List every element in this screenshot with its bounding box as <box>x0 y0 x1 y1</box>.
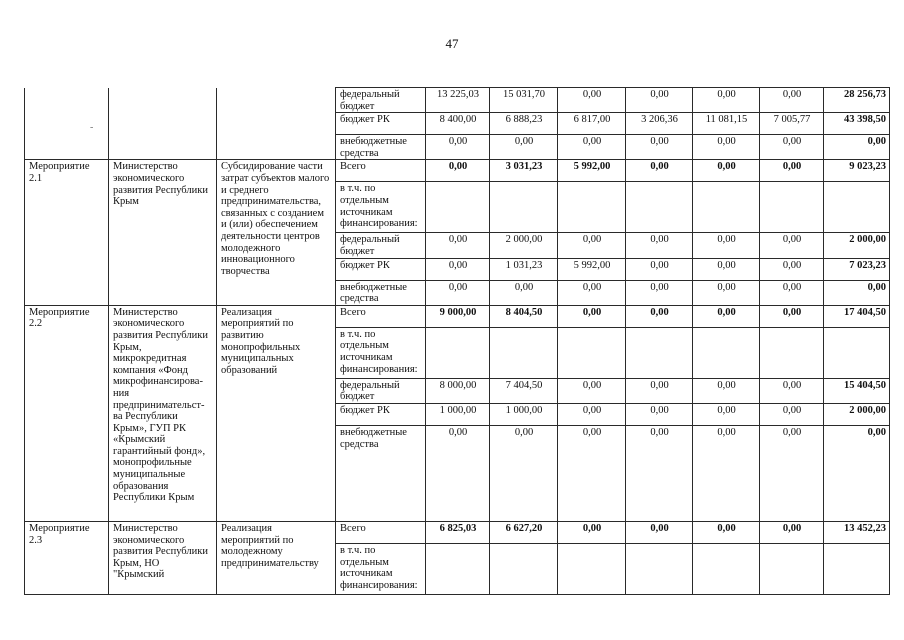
funding-source-cell: Всего <box>336 305 426 327</box>
total-value-cell: 0,00 <box>824 280 890 305</box>
measure-label-cell: Мероприятие 2.3 <box>25 521 109 594</box>
year-value-cell: 0,00 <box>760 233 824 258</box>
year-value-cell: 7 404,50 <box>490 378 558 403</box>
year-value-cell: 9 000,00 <box>426 305 490 327</box>
year-value-cell <box>760 327 824 378</box>
total-value-cell: 2 000,00 <box>824 233 890 258</box>
year-value-cell: 0,00 <box>626 305 693 327</box>
year-value-cell: 3 206,36 <box>626 113 693 135</box>
total-value-cell: 0,00 <box>824 425 890 521</box>
year-value-cell: 0,00 <box>626 280 693 305</box>
executor-cell: Министерство экономического развития Республики Крым, микрокредитная компания «Фонд микрофинансирова-ния предпринимательст-ва Республики Крым», ГУП РК «Крымский гарантийный фонд», монопрофильные муниципальные образования Республики Крым <box>109 305 217 521</box>
year-value-cell: 0,00 <box>426 160 490 182</box>
year-value-cell <box>693 182 760 233</box>
funding-source-cell: федеральный бюджет <box>336 233 426 258</box>
year-value-cell: 0,00 <box>490 425 558 521</box>
year-value-cell <box>693 327 760 378</box>
year-value-cell: 0,00 <box>626 160 693 182</box>
funding-source-cell: внебюджетные средства <box>336 425 426 521</box>
funding-table <box>24 87 890 595</box>
funding-source-cell: бюджет РК <box>336 258 426 280</box>
year-value-cell: 0,00 <box>426 425 490 521</box>
total-value-cell: 0,00 <box>824 135 890 160</box>
funding-source-cell: бюджет РК <box>336 403 426 425</box>
year-value-cell: 0,00 <box>693 305 760 327</box>
year-value-cell <box>490 182 558 233</box>
funding-source-cell: федеральный бюджет <box>336 378 426 403</box>
year-value-cell: 3 031,23 <box>490 160 558 182</box>
funding-source-cell: в т.ч. по отдельным источникам финансирования: <box>336 182 426 233</box>
year-value-cell: 0,00 <box>693 258 760 280</box>
total-value-cell <box>824 182 890 233</box>
scan-artifact: - <box>90 122 94 133</box>
year-value-cell: 0,00 <box>693 403 760 425</box>
funding-source-cell: бюджет РК <box>336 113 426 135</box>
year-value-cell: 0,00 <box>693 233 760 258</box>
executor-cell: Министерство экономического развития Республики Крым, НО "Крымский <box>109 521 217 594</box>
year-value-cell: 0,00 <box>626 403 693 425</box>
year-value-cell: 0,00 <box>426 280 490 305</box>
year-value-cell <box>558 327 626 378</box>
year-value-cell: 0,00 <box>693 521 760 543</box>
funding-source-cell: Всего <box>336 160 426 182</box>
total-value-cell: 7 023,23 <box>824 258 890 280</box>
funding-source-cell: внебюджетные средства <box>336 280 426 305</box>
funding-source-cell: Всего <box>336 521 426 543</box>
total-value-cell: 28 256,73 <box>824 88 890 113</box>
year-value-cell <box>426 327 490 378</box>
year-value-cell: 7 005,77 <box>760 113 824 135</box>
year-value-cell: 6 627,20 <box>490 521 558 543</box>
year-value-cell: 0,00 <box>760 160 824 182</box>
year-value-cell: 11 081,15 <box>693 113 760 135</box>
table-row <box>25 521 890 543</box>
year-value-cell <box>426 543 490 594</box>
year-value-cell: 0,00 <box>760 280 824 305</box>
year-value-cell: 0,00 <box>558 305 626 327</box>
year-value-cell: 0,00 <box>426 233 490 258</box>
year-value-cell: 0,00 <box>426 135 490 160</box>
year-value-cell: 0,00 <box>558 378 626 403</box>
year-value-cell: 0,00 <box>693 135 760 160</box>
year-value-cell: 0,00 <box>558 233 626 258</box>
year-value-cell: 5 992,00 <box>558 258 626 280</box>
year-value-cell: 8 000,00 <box>426 378 490 403</box>
funding-source-cell: федеральный бюджет <box>336 88 426 113</box>
year-value-cell: 6 825,03 <box>426 521 490 543</box>
year-value-cell: 0,00 <box>558 425 626 521</box>
total-value-cell: 15 404,50 <box>824 378 890 403</box>
year-value-cell <box>558 543 626 594</box>
year-value-cell <box>760 543 824 594</box>
year-value-cell: 13 225,03 <box>426 88 490 113</box>
measure-label-cell: Мероприятие 2.2 <box>25 305 109 521</box>
year-value-cell: 0,00 <box>760 425 824 521</box>
total-value-cell: 17 404,50 <box>824 305 890 327</box>
year-value-cell <box>760 182 824 233</box>
year-value-cell: 0,00 <box>426 258 490 280</box>
year-value-cell: 6 817,00 <box>558 113 626 135</box>
year-value-cell: 0,00 <box>760 521 824 543</box>
year-value-cell <box>626 327 693 378</box>
year-value-cell: 0,00 <box>760 403 824 425</box>
total-value-cell: 2 000,00 <box>824 403 890 425</box>
year-value-cell: 0,00 <box>626 233 693 258</box>
table-row <box>25 160 890 182</box>
total-value-cell: 9 023,23 <box>824 160 890 182</box>
description-cell <box>217 88 336 160</box>
year-value-cell <box>626 543 693 594</box>
year-value-cell: 6 888,23 <box>490 113 558 135</box>
total-value-cell <box>824 327 890 378</box>
year-value-cell: 8 404,50 <box>490 305 558 327</box>
year-value-cell: 0,00 <box>626 378 693 403</box>
year-value-cell: 5 992,00 <box>558 160 626 182</box>
total-value-cell: 13 452,23 <box>824 521 890 543</box>
description-cell: Реализация мероприятий по развитию монопрофильных муниципальных образований <box>217 305 336 521</box>
year-value-cell: 0,00 <box>760 135 824 160</box>
year-value-cell <box>558 182 626 233</box>
year-value-cell <box>626 182 693 233</box>
year-value-cell: 0,00 <box>760 88 824 113</box>
description-cell: Субсидирование части затрат субъектов малого и среднего предпринимательства, связанных с созданием и (или) обеспечением деятельности центров молодежного инновационного творчества <box>217 160 336 305</box>
year-value-cell: 15 031,70 <box>490 88 558 113</box>
table-row <box>25 88 890 113</box>
total-value-cell <box>824 543 890 594</box>
year-value-cell: 0,00 <box>626 521 693 543</box>
executor-cell: Министерство экономического развития Республики Крым <box>109 160 217 305</box>
year-value-cell: 0,00 <box>693 88 760 113</box>
year-value-cell <box>426 182 490 233</box>
year-value-cell: 0,00 <box>490 280 558 305</box>
executor-cell <box>109 88 217 160</box>
year-value-cell: 8 400,00 <box>426 113 490 135</box>
page-number: 47 <box>445 36 459 51</box>
total-value-cell: 43 398,50 <box>824 113 890 135</box>
year-value-cell: 0,00 <box>760 378 824 403</box>
year-value-cell <box>490 543 558 594</box>
year-value-cell <box>693 543 760 594</box>
description-cell: Реализация мероприятий по молодежному предпринимательству <box>217 521 336 594</box>
year-value-cell: 0,00 <box>760 258 824 280</box>
year-value-cell: 0,00 <box>693 160 760 182</box>
year-value-cell: 2 000,00 <box>490 233 558 258</box>
year-value-cell: 0,00 <box>558 135 626 160</box>
year-value-cell: 1 000,00 <box>490 403 558 425</box>
year-value-cell: 0,00 <box>558 521 626 543</box>
year-value-cell: 0,00 <box>558 88 626 113</box>
funding-source-cell: в т.ч. по отдельным источникам финансирования: <box>336 327 426 378</box>
year-value-cell: 0,00 <box>693 280 760 305</box>
year-value-cell: 0,00 <box>626 135 693 160</box>
year-value-cell: 0,00 <box>558 403 626 425</box>
measure-label-cell: Мероприятие 2.1 <box>25 160 109 305</box>
year-value-cell: 0,00 <box>626 425 693 521</box>
year-value-cell: 0,00 <box>490 135 558 160</box>
funding-source-cell: внебюджетные средства <box>336 135 426 160</box>
year-value-cell <box>490 327 558 378</box>
year-value-cell: 1 000,00 <box>426 403 490 425</box>
year-value-cell: 0,00 <box>558 280 626 305</box>
year-value-cell: 0,00 <box>693 378 760 403</box>
year-value-cell: 0,00 <box>626 88 693 113</box>
year-value-cell: 0,00 <box>626 258 693 280</box>
measure-label-cell <box>25 88 109 160</box>
year-value-cell: 0,00 <box>693 425 760 521</box>
funding-table-body <box>25 88 890 595</box>
table-row <box>25 305 890 327</box>
year-value-cell: 1 031,23 <box>490 258 558 280</box>
funding-source-cell: в т.ч. по отдельным источникам финансирования: <box>336 543 426 594</box>
year-value-cell: 0,00 <box>760 305 824 327</box>
